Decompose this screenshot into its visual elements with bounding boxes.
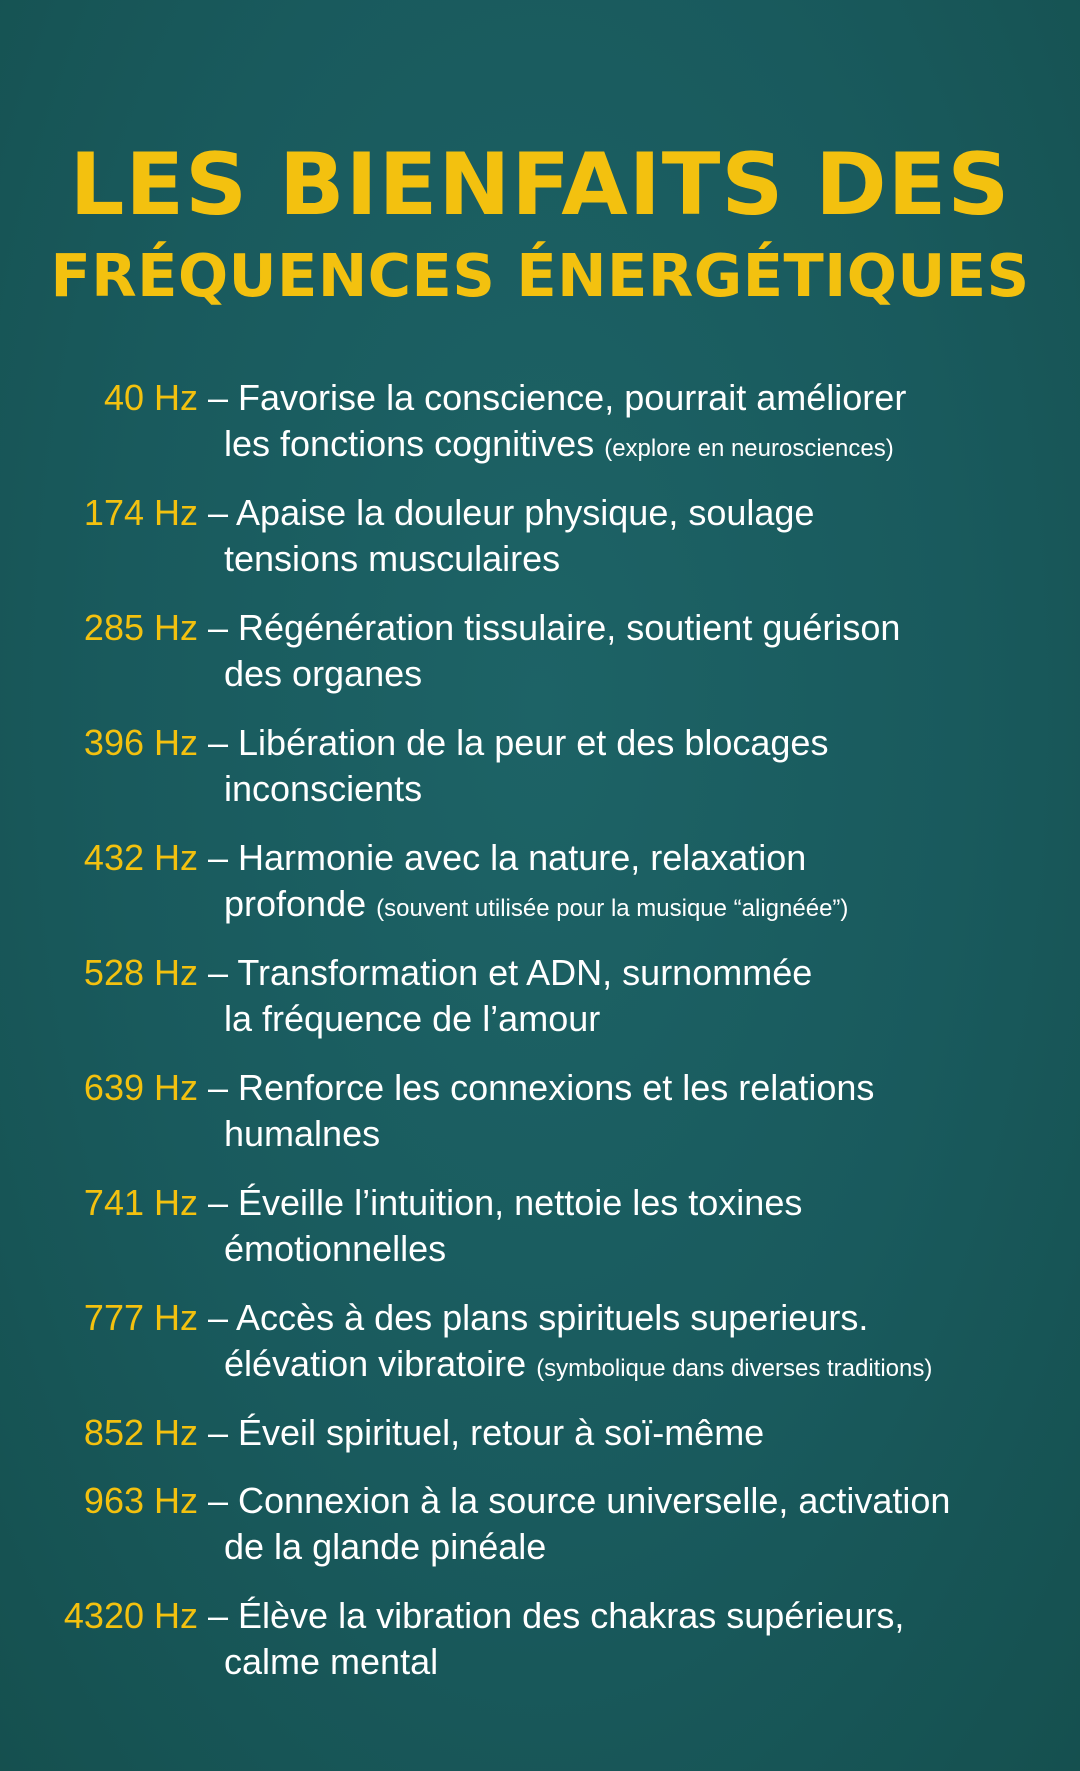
benefit-line-1: – Harmonie avec la nature, relaxation	[208, 837, 807, 878]
frequency-value: 963 Hz	[83, 1480, 198, 1521]
frequency-value: 174 Hz	[83, 492, 198, 533]
benefit-text: tensions musculaires	[224, 538, 561, 579]
benefit-text: les fonctions cognitives	[224, 423, 595, 464]
frequency-value: 396 Hz	[83, 722, 198, 763]
frequency-value: 528 Hz	[83, 952, 198, 993]
benefit-line-1: – Accès à des plans spirituels superieurs.	[208, 1297, 869, 1338]
benefit-line-1: – Renforce les connexions et les relations	[208, 1067, 875, 1108]
benefit-line-1: – Libération de la peur et des blocages	[208, 722, 829, 763]
benefit-line-1: – Éveil spirituel, retour à soï-même	[208, 1412, 765, 1453]
benefit-line-2	[224, 880, 848, 933]
frequency-item	[0, 1064, 1080, 1164]
frequency-item	[0, 1294, 1080, 1394]
benefit-line-2	[224, 1110, 380, 1158]
benefit-line-1: – Favorise la conscience, pourrait améliorer	[208, 377, 907, 418]
benefit-text: inconscients	[224, 768, 423, 809]
benefit-text: des organes	[224, 653, 423, 694]
frequency-value: 4320 Hz	[63, 1595, 198, 1636]
benefit-line-2	[224, 1638, 438, 1686]
benefit-line-1: – Régénération tissulaire, soutient guérison	[208, 607, 901, 648]
benefit-line-2	[224, 1225, 446, 1273]
benefit-line-2	[224, 1340, 932, 1393]
benefit-line-2	[224, 650, 422, 698]
frequency-item	[0, 374, 1080, 474]
title-line-1: LES BIENFAITS DES	[69, 135, 1011, 235]
benefit-line-1: – Éveille l’intuition, nettoie les toxines	[208, 1182, 803, 1223]
benefit-text: calme mental	[224, 1641, 439, 1682]
benefit-line-2	[224, 995, 600, 1043]
frequency-item	[0, 604, 1080, 704]
frequency-item	[0, 1179, 1080, 1279]
benefit-line-2	[224, 765, 422, 813]
frequency-value: 852 Hz	[83, 1412, 198, 1453]
frequency-value: 432 Hz	[83, 837, 198, 878]
benefit-line-2	[224, 420, 894, 473]
frequency-item	[0, 949, 1080, 1049]
frequency-item	[0, 1477, 1080, 1577]
benefit-text: la fréquence de l’amour	[224, 998, 601, 1039]
benefit-line-1: – Apaise la douleur physique, soulage	[208, 492, 815, 533]
benefit-line-1: – Transformation et ADN, surnommée	[208, 952, 813, 993]
benefit-line-1: – Élève la vibration des chakras supérieurs,	[208, 1595, 905, 1636]
frequency-item	[0, 719, 1080, 819]
benefit-note: (explore en neurosciences)	[604, 435, 894, 462]
frequency-value: 777 Hz	[83, 1297, 198, 1338]
frequency-item	[0, 1592, 1080, 1692]
benefit-line-2	[224, 1523, 546, 1571]
benefit-text: émotionnelles	[224, 1228, 447, 1269]
frequency-value: 40 Hz	[103, 377, 198, 418]
benefit-line-1: – Connexion à la source universelle, activation	[208, 1480, 951, 1521]
frequency-value: 741 Hz	[83, 1182, 198, 1223]
benefit-line-2	[224, 535, 560, 583]
page-title	[0, 135, 1080, 310]
benefit-text: élévation vibratoire	[224, 1343, 527, 1384]
benefit-note: (souvent utilisée pour la musique “alignéée”)	[376, 895, 849, 922]
frequency-value: 285 Hz	[83, 607, 198, 648]
frequency-value: 639 Hz	[83, 1067, 198, 1108]
title-line-2: FRÉQUENCES ÉNERGÉTIQUES	[50, 241, 1030, 310]
benefit-text: de la glande pinéale	[224, 1526, 547, 1567]
frequency-item	[0, 489, 1080, 589]
benefit-note: (symbolique dans diverses traditions)	[536, 1355, 933, 1382]
benefit-text: humalnes	[224, 1113, 381, 1154]
frequency-item	[0, 834, 1080, 934]
benefit-text: profonde	[224, 883, 367, 924]
